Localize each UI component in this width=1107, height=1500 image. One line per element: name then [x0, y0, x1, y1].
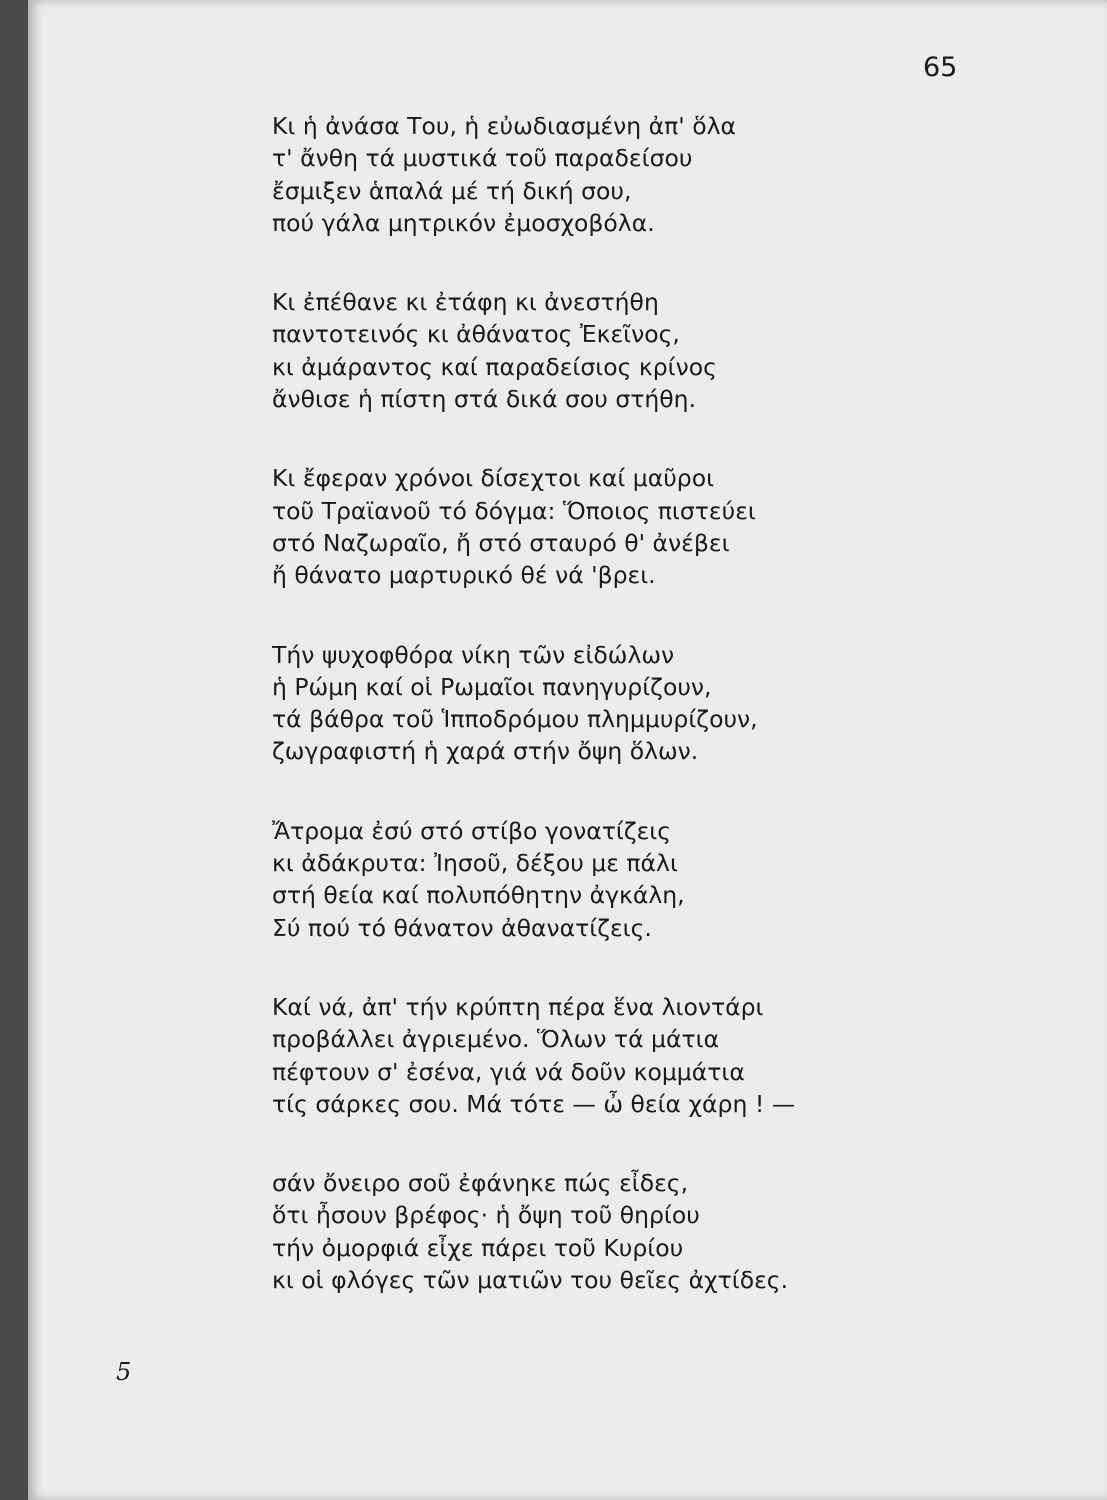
poem-line: τήν ὀμορφιά εἶχε πάρει τοῦ Κυρίου [272, 1233, 684, 1262]
poem-line: πού γάλα μητρικόν ἐμοσχοβόλα. [272, 208, 655, 237]
poem-line: τά βάθρα τοῦ Ἱπποδρόμου πλημμυρίζουν, [272, 705, 758, 734]
stanza [272, 1167, 972, 1296]
poem-line: ἤ θάνατο μαρτυρικό θέ νά 'βρει. [272, 561, 656, 590]
stanza [272, 462, 972, 591]
poem-line: πέφτουν σ' ἐσένα, γιά νά δοῦν κομμάτια [272, 1057, 745, 1086]
book-page [28, 0, 1107, 1500]
poem-line: σάν ὄνειρο σοῦ ἐφάνηκε πώς εἶδες, [272, 1169, 689, 1198]
poem-line: στή θεία καί πολυπόθητην ἀγκάλη, [272, 881, 685, 910]
poem-line: ἡ Ρώμη καί οἱ Ρωμαῖοι πανηγυρίζουν, [272, 672, 712, 701]
poem-line: Κι ἐπέθανε κι ἐτάφη κι ἀνεστήθη [272, 288, 659, 317]
poem-line: Σύ πού τό θάνατον ἀθανατίζεις. [272, 913, 652, 942]
poem-line: ζωγραφιστή ἡ χαρά στήν ὄψη ὅλων. [272, 737, 699, 766]
signature-mark: 5 [116, 1358, 132, 1386]
poem-line: ἄνθισε ἡ πίστη στά δικά σου στήθη. [272, 385, 697, 414]
poem-line: τοῦ Τραϊανοῦ τό δόγμα: Ὅποιος πιστεύει [272, 496, 756, 525]
poem-line: κι ἀδάκρυτα: Ἰησοῦ, δέξου με πάλι [272, 849, 678, 878]
poem [272, 110, 972, 1296]
poem-line: ὅτι ἦσουν βρέφος· ἡ ὄψη τοῦ θηρίου [272, 1201, 700, 1230]
stanza [272, 815, 972, 944]
poem-line: Κι ἡ ἀνάσα Του, ἡ εὐωδιασμένη ἀπ' ὅλα [272, 112, 736, 140]
poem-line: κι ἀμάραντος καί παραδείσιος κρίνος [272, 352, 717, 381]
poem-line: τ' ἄνθη τά μυστικά τοῦ παραδείσου [272, 144, 693, 173]
page-number: 65 [923, 52, 958, 83]
poem-line: ἔσμιξεν ἁπαλά μέ τή δική σου, [272, 176, 632, 205]
poem-line: Τήν ψυχοφθόρα νίκη τῶν εἰδώλων [272, 640, 675, 669]
poem-line: τίς σάρκες σου. Μά τότε — ὦ θεία χάρη ! — [272, 1089, 796, 1118]
poem-line: Καί νά, ἀπ' τήν κρύπτη πέρα ἕνα λιοντάρι [272, 992, 764, 1021]
stanza [272, 991, 972, 1120]
poem-line: Κι ἔφεραν χρόνοι δίσεχτοι καί μαῦροι [272, 464, 715, 493]
poem-line: προβάλλει ἀγριεμένο. Ὅλων τά μάτια [272, 1025, 720, 1054]
stanza [272, 286, 972, 415]
poem-line: κι οἱ φλόγες τῶν ματιῶν του θεῖες ἀχτίδες. [272, 1266, 789, 1295]
poem-line: Ἄτρομα ἐσύ στό στίβο γονατίζεις [272, 816, 672, 845]
stanza [272, 639, 972, 768]
stanza [272, 110, 972, 239]
poem-line: παντοτεινός κι ἀθάνατος Ἐκεῖνος, [272, 320, 680, 349]
poem-line: στό Ναζωραῖο, ἤ στό σταυρό θ' ἀνέβει [272, 528, 730, 557]
